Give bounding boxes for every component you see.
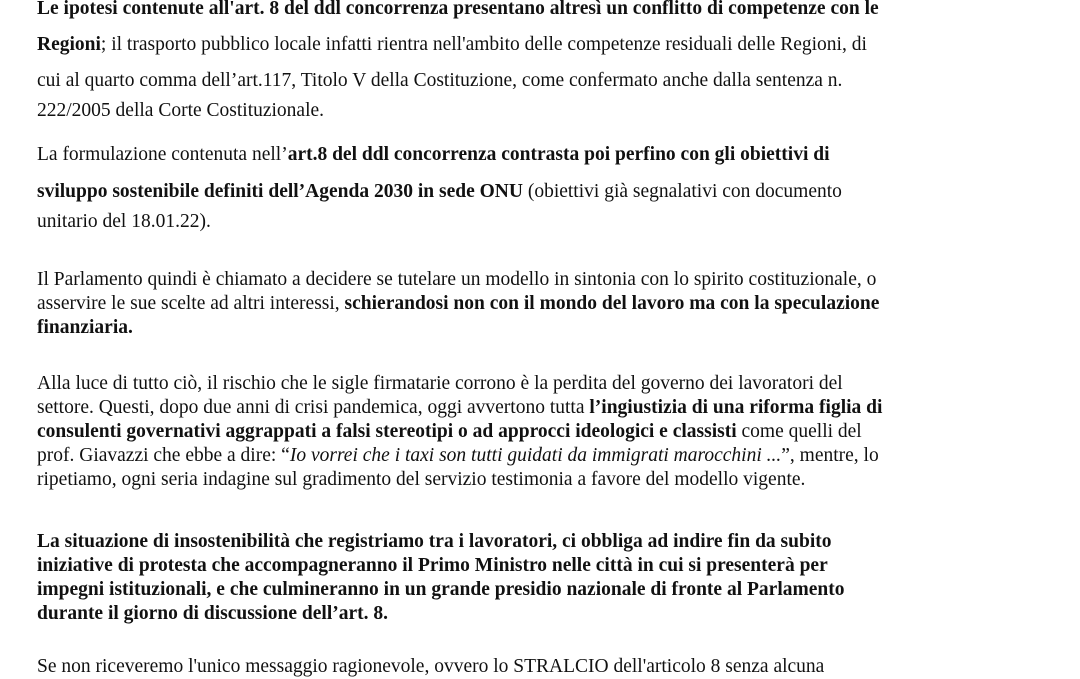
body-text: ”, mentre, lo [781, 445, 879, 466]
body-text: Se non riceveremo l'unico messaggio ragionevole, ovvero lo STRALCIO dell'articolo 8 senza alcuna [37, 656, 825, 677]
text-line [37, 420, 1047, 444]
text-line [37, 143, 1047, 180]
body-text: (obiettivi già segnalativi con documento [522, 181, 842, 202]
text-line [37, 210, 1047, 234]
bold-text: durante il giorno di discussione dell’art. 8. [37, 603, 389, 624]
text-line [37, 99, 1047, 123]
body-text: unitario del 18.01.22). [37, 211, 211, 232]
body-text: Alla luce di tutto ciò, il rischio che le sigle firmatarie corrono è la perdita del governo dei lavoratori del [37, 373, 843, 394]
text-line [37, 444, 1047, 468]
bold-text: schierandosi non con il mondo del lavoro ma con la speculazione [344, 293, 880, 314]
text-line [37, 180, 1047, 210]
bold-text: iniziative di protesta che accompagneranno il Primo Ministro nelle città in cui si presenterà per [37, 555, 828, 576]
paragraph-parlamento [37, 268, 1047, 340]
text-line [37, 33, 1047, 69]
text-line [37, 655, 1047, 679]
text-line [37, 602, 1047, 626]
body-text: come quelli del [736, 421, 862, 442]
body-text: 222/2005 della Corte Costituzionale. [37, 100, 325, 121]
bold-text: art.8 del ddl concorrenza contrasta poi perfino con gli obiettivi di [287, 144, 830, 165]
text-line [37, 0, 1047, 33]
paragraph-regioni [37, 0, 1047, 123]
body-text: settore. Questi, dopo due anni di crisi pandemica, oggi avvertono tutta [37, 397, 590, 418]
text-line [37, 372, 1047, 396]
paragraph-agenda-2030 [37, 143, 1047, 234]
bold-text: sviluppo sostenibile definiti dell’Agenda 2030 in sede ONU [37, 181, 523, 202]
text-line [37, 554, 1047, 578]
bold-text: Regioni [37, 34, 101, 55]
body-text: asservire le sue scelte ad altri interessi, [37, 293, 345, 314]
bold-text: consulenti governativi aggrappati a falsi stereotipi o ad approcci ideologici e classisti [37, 421, 737, 442]
body-text: Il Parlamento quindi è chiamato a decidere se tutelare un modello in sintonia con lo spirito costituzionale, o [37, 269, 877, 290]
bold-text: La situazione di insostenibilità che registriamo tra i lavoratori, ci obbliga ad indire fin da subito [37, 531, 832, 552]
bold-text: Le ipotesi contenute all'art. 8 del ddl concorrenza presentano altresì un conflitto di competenze con le [37, 0, 879, 19]
body-text: cui al quarto comma dell’art.117, Titolo V della Costituzione, come confermato anche dalla sentenza n. [37, 70, 843, 91]
bold-text: l’ingiustizia di una riforma figlia di [589, 397, 883, 418]
text-line [37, 530, 1047, 554]
text-line [37, 468, 1047, 492]
paragraph-stralcio [37, 655, 1047, 679]
text-line [37, 316, 1047, 340]
body-text: ; il trasporto pubblico locale infatti rientra nell'ambito delle competenze residuali delle Regioni, di [100, 34, 867, 55]
quote-text: Io vorrei che i taxi son tutti guidati da immigrati marocchini ... [289, 445, 782, 466]
text-line [37, 292, 1047, 316]
body-text: ripetiamo, ogni seria indagine sul gradimento del servizio testimonia a favore del modello vigente. [37, 469, 806, 490]
bold-text: impegni istituzionali, e che culmineranno in un grande presidio nazionale di fronte al Parlamento [37, 579, 845, 600]
paragraph-rischio [37, 372, 1047, 492]
text-line [37, 396, 1047, 420]
text-line [37, 268, 1047, 292]
text-line [37, 578, 1047, 602]
bold-text: finanziaria. [37, 317, 133, 338]
body-text: La formulazione contenuta nell’ [37, 144, 288, 165]
paragraph-protesta [37, 530, 1047, 626]
text-line [37, 69, 1047, 99]
body-text: prof. Giavazzi che ebbe a dire: “ [37, 445, 290, 466]
